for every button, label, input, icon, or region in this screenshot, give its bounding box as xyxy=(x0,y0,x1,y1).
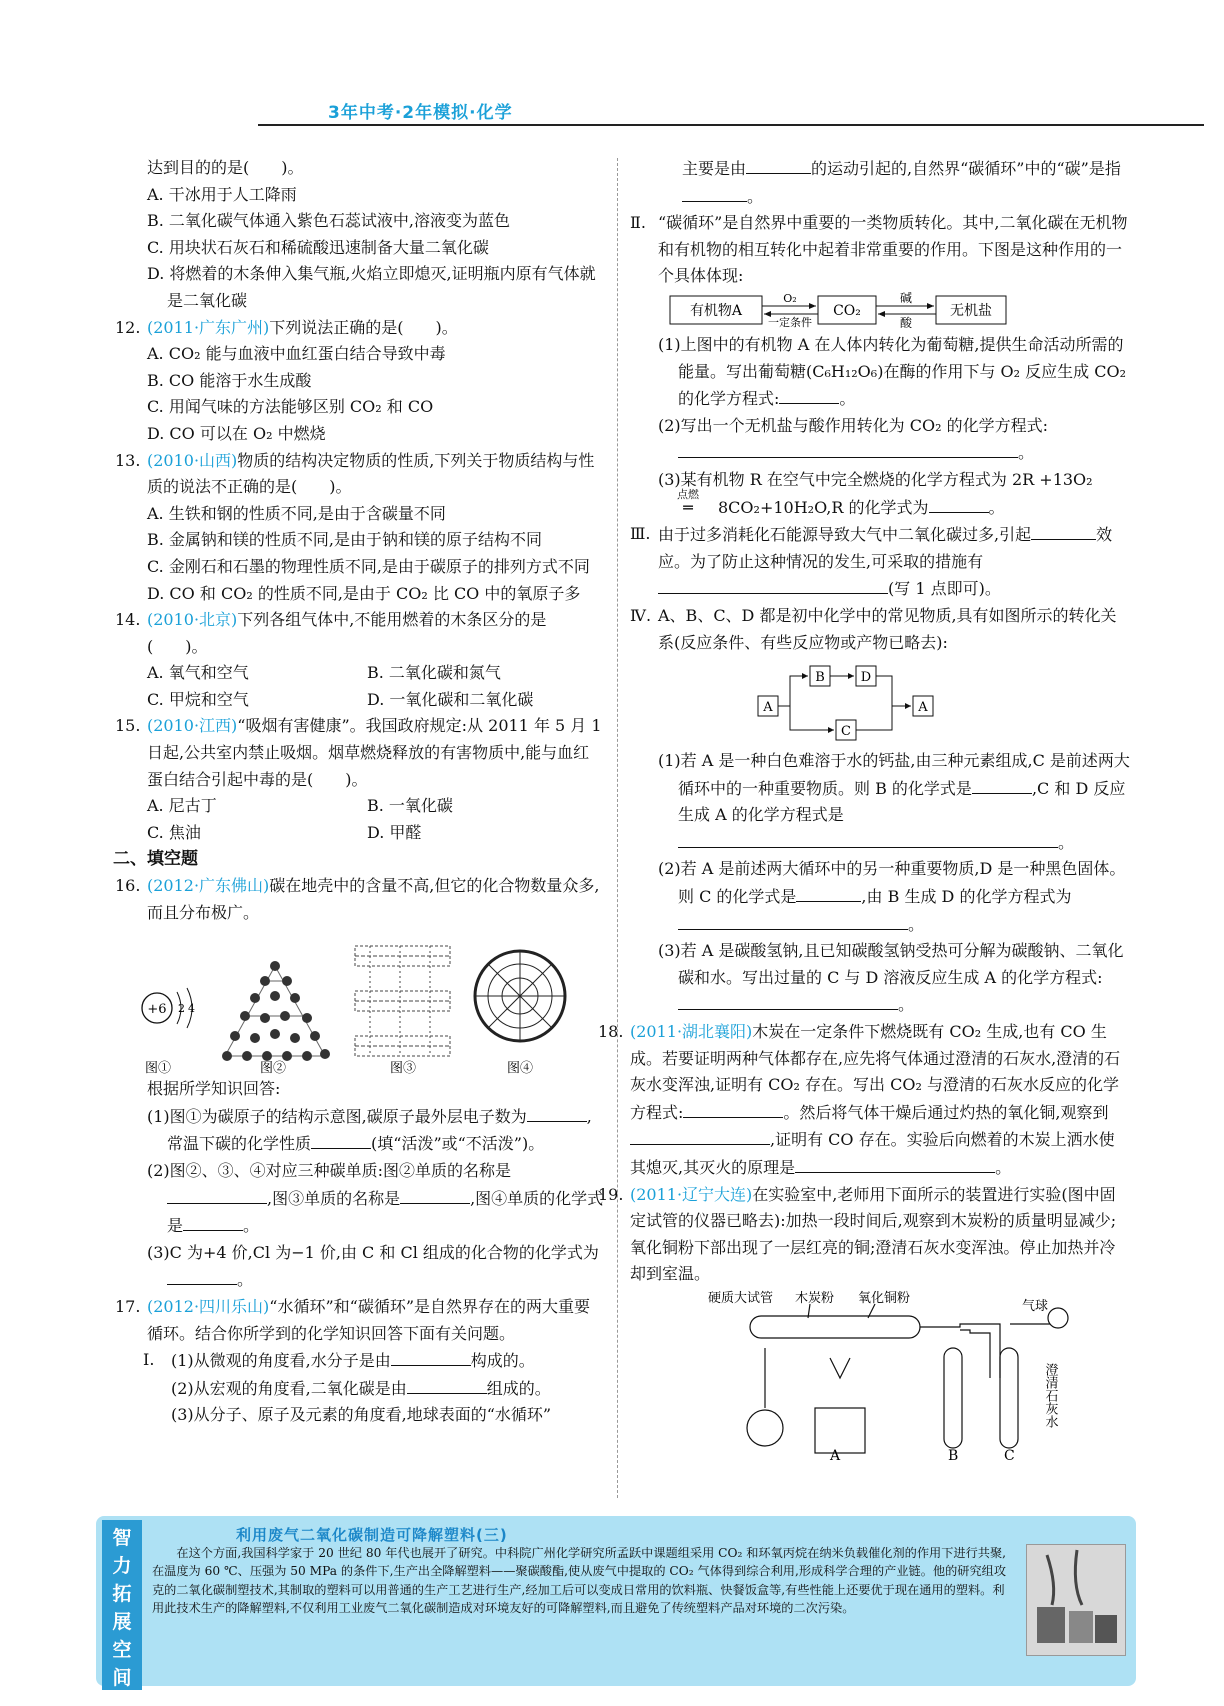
t2-end: 。 xyxy=(908,914,925,934)
t1-text-a: (1)若 A 是一种白色难溶于水的钙盐,由三种元素组成,C 是前述两大循环中的一种重要物质。则 B 的化学式是 xyxy=(658,751,1130,798)
q12-option-d: D. CO 可以在 O₂ 中燃烧 xyxy=(147,423,326,443)
apparatus-a-label: A xyxy=(830,1447,841,1463)
q17-i1-text-a: (1)从微观的角度看,水分子是由 xyxy=(171,1351,391,1371)
q14-option-a: A. 氧气和空气 xyxy=(147,663,249,683)
t3-blank[interactable] xyxy=(678,991,898,1010)
svg-text:4: 4 xyxy=(188,1002,195,1016)
q12-option-a: A. CO₂ 能与血液中血红蛋白结合导致中毒 xyxy=(147,344,446,364)
t2-blank-1[interactable] xyxy=(796,883,861,902)
tab-char-4: 展 xyxy=(112,1611,132,1633)
lab-apparatus-diagram xyxy=(630,1288,1130,1463)
part3-text-a: 由于过多消耗化石能源导致大气中二氧化碳过多,引起 xyxy=(658,525,1032,545)
label-limewater: 澄清石灰水 xyxy=(1042,1362,1058,1428)
q17-stem: “水循环”和“碳循环”是自然界存在的两大重要循环。结合你所学到的化学知识回答下面有关问题。 xyxy=(147,1296,591,1343)
enrichment-tab xyxy=(102,1520,142,1690)
q17-part3 xyxy=(630,521,1130,603)
q18-blank-2[interactable] xyxy=(630,1126,770,1145)
fig4-label: 图④ xyxy=(507,1061,534,1077)
t2-blank-2[interactable] xyxy=(678,911,908,930)
plastic-products-photo xyxy=(1026,1544,1126,1656)
fig1-label: 图① xyxy=(145,1061,172,1077)
carbon-atom-diagram xyxy=(142,988,195,1028)
q16-part2 xyxy=(115,1158,605,1240)
svg-text:2: 2 xyxy=(178,1002,185,1016)
cont-blank-1[interactable] xyxy=(746,155,811,174)
q15-number: 15. xyxy=(115,716,141,736)
q13-option-a: A. 生铁和钢的性质不同,是由于含碳量不同 xyxy=(147,503,446,523)
tab-char-6: 间 xyxy=(112,1667,132,1689)
q17-i2-text-b: 组成的。 xyxy=(486,1378,551,1398)
label-balloon: 气球 xyxy=(1022,1298,1049,1314)
question-19 xyxy=(598,1182,1130,1288)
roman-4: Ⅳ. xyxy=(630,605,652,625)
q18-source: (2011·湖北襄阳) xyxy=(630,1022,753,1042)
box-salt-label: 无机盐 xyxy=(950,302,992,319)
lime-water-vertical-label xyxy=(1043,1363,1059,1428)
node-d: D xyxy=(860,670,872,686)
q12-number: 12. xyxy=(115,317,141,337)
sub1-blank[interactable] xyxy=(779,385,839,404)
q16-part1 xyxy=(115,1103,605,1158)
q16-p2-blank-3[interactable] xyxy=(183,1212,243,1231)
arrow-label-condition: 一定条件 xyxy=(768,315,812,328)
q15-option-a: A. 尼古丁 xyxy=(147,796,217,816)
fullerene-c60-figure xyxy=(475,951,565,1041)
part4-sub1 xyxy=(630,748,1130,856)
graphite-structure-figure xyxy=(355,946,450,1056)
q13-number: 13. xyxy=(115,450,141,470)
part3-blank-2[interactable] xyxy=(658,575,888,594)
section-heading: 二、填空题 xyxy=(113,849,198,870)
sub3-text-a: (3)某有机物 R 在空气中完全燃烧的化学方程式为 2R +13O₂ xyxy=(658,469,1093,489)
q16-p3-text-b: 。 xyxy=(237,1270,254,1290)
q17-i1-blank[interactable] xyxy=(391,1347,471,1366)
q14-options-row2 xyxy=(115,687,605,714)
cont-text-c: 。 xyxy=(747,186,764,206)
arrow-label-o2: O₂ xyxy=(783,291,797,305)
q17-part4 xyxy=(630,603,1130,656)
tab-char-3: 拓 xyxy=(112,1583,132,1605)
t1-end: 。 xyxy=(1058,832,1075,852)
q13-option-c: C. 金刚石和石墨的物理性质不同,是由于碳原子的排列方式不同 xyxy=(147,556,590,576)
label-test-tube: 硬质大试管 xyxy=(708,1290,774,1306)
enrichment-panel xyxy=(96,1516,1136,1689)
question-18 xyxy=(598,1019,1130,1182)
q17-continuation xyxy=(630,155,1130,210)
q16-p2-text-c: ,图④单质的化学式是 xyxy=(167,1188,604,1236)
part2-text: “碳循环”是自然界中重要的一类物质转化。其中,二氧化碳在无机物和有机物的相互转化中起着非常重要的作用。下图是这种作用的一个具体体现: xyxy=(658,213,1128,286)
sub1-end: 。 xyxy=(839,389,856,409)
atom-nucleus-label: +6 xyxy=(147,1002,167,1018)
node-b: B xyxy=(815,670,825,686)
page-header xyxy=(258,98,1204,124)
q16-p1-blank-1[interactable] xyxy=(527,1103,587,1122)
q17-i1-text-b: 构成的。 xyxy=(470,1351,535,1371)
t1-blank-1[interactable] xyxy=(972,775,1032,794)
q14-number: 14. xyxy=(115,610,141,630)
part4-sub3 xyxy=(630,938,1130,1019)
node-a-right: A xyxy=(918,700,928,716)
enrichment-body: 在这个方面,我国科学家于 20 世纪 80 年代也展开了研究。中科院广州化学研究所孟跃中课题组采用 CO₂ 和环氧丙烷在纳米负载催化剂的作用下进行共聚,在温度为 60 ℃、压强为 50 MPa 的条件下,生产出全降解塑料——聚碳酸酯,使从废气中提取的 CO₂ 气体得到综合利用,形成科学合理的产业链。他的研究组攻克的二氧化碳制塑技术,其制取的塑料可以用普通的生产工艺进行生产,经加工后可以变成日常用的饮料瓶、快餐饭盒等,有些性能上还要优于现在通用的塑料。利用此技术生产的降解塑料,不仅利用工业废气二氧化碳制造成对环境友好的可降解塑料,而且避免了传统塑料产品对环境的二次污染。 xyxy=(152,1546,1007,1615)
q16-p2-text-b: ,图③单质的名称是 xyxy=(267,1188,401,1208)
q19-number: 19. xyxy=(598,1184,624,1204)
t2-text-a: (2)若 A 是前述两大循环中的另一种重要物质,D 是一种黑色固体。则 C 的化学式是 xyxy=(658,859,1126,907)
t3-text-a: (3)若 A 是碳酸氢钠,且已知碳酸氢钠受热可分解为碳酸钠、二氧化碳和水。写出过量的 C 与 D 溶液反应生成 A 的化学方程式: xyxy=(658,941,1124,987)
q17-part2 xyxy=(630,210,1130,290)
roman-2: Ⅱ. xyxy=(630,213,646,233)
carbon-cycle-diagram xyxy=(630,292,1130,328)
q16-p1-blank-2[interactable] xyxy=(311,1130,371,1149)
sub2-blank[interactable] xyxy=(678,439,1018,458)
sub3-blank[interactable] xyxy=(929,494,989,513)
question-16 xyxy=(115,873,605,926)
q16-number: 16. xyxy=(115,876,141,896)
abcd-conversion-diagram xyxy=(630,660,1130,744)
carbon-figures-svg xyxy=(115,926,605,1076)
q16-p1-text-a: (1)图①为碳原子的结构示意图,碳原子最外层电子数为 xyxy=(147,1106,527,1126)
fig2-label: 图② xyxy=(260,1061,287,1077)
q15-options-row1 xyxy=(115,793,605,820)
q15-option-b: B. 一氧化碳 xyxy=(367,796,453,816)
q17-part1-line3: (3)从分子、原子及元素的角度看,地球表面的“水循环” xyxy=(171,1405,552,1425)
q11-option-d: D. 将燃着的木条伸入集气瓶,火焰立即熄灭,证明瓶内原有气体就是二氧化碳 xyxy=(147,264,596,310)
q16-p1-text-b: ,常温下碳的化学性质 xyxy=(167,1106,592,1154)
roman-3: Ⅲ. xyxy=(630,524,651,544)
cont-text-b: 的运动引起的,自然界“碳循环”中的“碳”是指 xyxy=(811,159,1121,178)
cont-text-a: 主要是由 xyxy=(682,159,747,178)
q18-text-b: 。然后将气体干燥后通过灼热的氧化铜,观察到 xyxy=(783,1102,1109,1122)
t2-text-b: ,由 B 生成 D 的化学方程式为 xyxy=(861,887,1072,907)
part2-sub1 xyxy=(630,332,1130,413)
q17-number: 17. xyxy=(115,1296,141,1316)
q17-part1-line2 xyxy=(115,1375,605,1403)
sub3-text-b: 8CO₂+10H₂O,R 的化学式为 xyxy=(718,497,929,517)
question-17 xyxy=(115,1294,605,1347)
q16-p2-text-a: (2)图②、③、④对应三种碳单质:图②单质的名称是 xyxy=(147,1161,512,1180)
q11-option-b: B. 二氧化碳气体通入紫色石蕊试液中,溶液变为蓝色 xyxy=(147,211,511,231)
q19-source: (2011·辽宁大连) xyxy=(630,1184,753,1204)
q11-option-a: A. 干冰用于人工降雨 xyxy=(147,184,297,204)
q12-option-b: B. CO 能溶于水生成酸 xyxy=(147,370,312,390)
q18-blank-3[interactable] xyxy=(795,1154,995,1173)
q13-source: (2010·山西) xyxy=(147,450,238,470)
q19-stem: 在实验室中,老师用下面所示的装置进行实验(图中固定试管的仪器已略去):加热一段时间后,观察到木炭粉的质量明显减少;氧化铜粉下部出现了一层红亮的铜;澄清石灰水变浑浊。停止加热并冷却到室温。 xyxy=(630,1184,1117,1284)
part4-sub2 xyxy=(630,856,1130,938)
box-co2-label: CO₂ xyxy=(833,302,861,319)
q17-i2-text-a: (2)从宏观的角度看,二氧化碳是由 xyxy=(171,1378,407,1398)
q15-option-d: D. 甲醛 xyxy=(367,822,422,842)
question-14 xyxy=(115,607,605,660)
q16-p1-text-c: (填“活泼”或“不活泼”)。 xyxy=(371,1134,545,1154)
t3-end: 。 xyxy=(898,995,915,1015)
q18-blank-1[interactable] xyxy=(683,1099,783,1118)
part2-sub3 xyxy=(630,467,1130,521)
q16-part3 xyxy=(115,1240,605,1294)
q15-stem: “吸烟有害健康”。我国政府规定:从 2011 年 5 月 1 日起,公共室内禁止吸烟。烟草燃烧释放的有害物质中,能与血红蛋白结合引起中毒的是( )。 xyxy=(147,716,602,789)
q16-p2-text-d: 。 xyxy=(243,1216,260,1236)
reaction-arrow: 点燃 ═ xyxy=(678,495,718,522)
left-column xyxy=(115,155,605,1429)
q12-stem: 下列说法正确的是( )。 xyxy=(269,317,458,337)
reaction-condition: 点燃 xyxy=(677,487,699,501)
sub2-end: 。 xyxy=(1018,443,1035,463)
part3-text-c: (写 1 点即可)。 xyxy=(888,579,1001,599)
part3-blank-1[interactable] xyxy=(1031,521,1096,540)
q14-option-c: C. 甲烷和空气 xyxy=(147,689,249,709)
part4-text: A、B、C、D 都是初中化学中的常见物质,具有如图所示的转化关系(反应条件、有些反应物或产物已略去): xyxy=(658,605,1117,652)
q13-stem: 物质的结构决定物质的性质,下列关于物质结构与性质的说法不正确的是( )。 xyxy=(147,450,595,497)
apparatus-b-label: B xyxy=(948,1447,959,1463)
q13-option-b: B. 金属钠和镁的性质不同,是由于钠和镁的原子结构不同 xyxy=(147,530,543,550)
question-13 xyxy=(115,448,605,501)
right-column xyxy=(598,155,1130,1463)
q13-option-d: D. CO 和 CO₂ 的性质不同,是由于 CO₂ 比 CO 中的氧原子多 xyxy=(147,583,581,603)
header-title: 3年中考·2年模拟·化学 xyxy=(328,103,513,123)
box-organic-a-label: 有机物A xyxy=(689,302,743,319)
label-copper-oxide: 氧化铜粉 xyxy=(858,1290,911,1306)
q18-text-a: 木炭在一定条件下燃烧既有 CO₂ 生成,也有 CO 生成。若要证明两种气体都存在,应先将气体通过澄清的石灰水,澄清的石灰水变浑浊,证明有 CO₂ 存在。写出 CO₂ 与澄清的石灰水反应的化学方程式: xyxy=(630,1022,1121,1122)
q12-source: (2011·广东广州) xyxy=(147,317,270,337)
q18-number: 18. xyxy=(598,1022,624,1042)
t1-blank-2[interactable] xyxy=(678,829,1058,848)
part3-text-b: 效应。为了防止这种情况的发生,可采取的措施有 xyxy=(658,525,1113,571)
arrow-label-acid: 酸 xyxy=(899,315,913,328)
tab-char-5: 空 xyxy=(112,1639,132,1661)
header-rule xyxy=(258,124,1204,126)
label-charcoal: 木炭粉 xyxy=(795,1290,835,1306)
sub2-text: (2)写出一个无机盐与酸作用转化为 CO₂ 的化学方程式: xyxy=(658,415,1049,435)
q16-figures xyxy=(115,926,605,1076)
tab-char-1: 智 xyxy=(112,1527,132,1549)
sub3-end: 。 xyxy=(988,497,1005,517)
tab-char-2: 力 xyxy=(112,1555,132,1577)
q14-option-b: B. 二氧化碳和氮气 xyxy=(367,663,501,683)
enrichment-title: 利用废气二氧化碳制造可降解塑料(三) xyxy=(236,1526,508,1544)
node-a-left: A xyxy=(763,700,773,716)
q16-p3-text-a: (3)C 为+4 价,Cl 为−1 价,由 C 和 Cl 组成的化合物的化学式为 xyxy=(147,1242,599,1262)
diamond-structure-figure xyxy=(222,961,330,1061)
question-15 xyxy=(115,713,605,793)
q15-source: (2010·江西) xyxy=(147,716,238,736)
q16-p3-blank[interactable] xyxy=(167,1266,237,1285)
q12-option-c: C. 用闻气味的方法能够区别 CO₂ 和 CO xyxy=(147,397,434,417)
apparatus-c-label: C xyxy=(1004,1447,1015,1463)
question-12 xyxy=(115,315,605,342)
q14-stem: 下列各组气体中,不能用燃着的木条区分的是( )。 xyxy=(147,610,547,656)
column-divider xyxy=(617,158,618,1498)
q15-option-c: C. 焦油 xyxy=(147,822,201,842)
q17-i2-blank[interactable] xyxy=(407,1375,487,1394)
q15-options-row2 xyxy=(115,820,605,847)
q16-source: (2012·广东佛山) xyxy=(147,876,270,896)
part2-sub2 xyxy=(630,413,1130,467)
q14-options-row1 xyxy=(115,660,605,687)
q18-text-c: ,证明有 CO 存在。实验后向燃着的木炭上洒水使其熄灭,其灭火的原理是 xyxy=(630,1130,1115,1177)
q17-source: (2012·四川乐山) xyxy=(147,1296,270,1316)
q18-text-d: 。 xyxy=(995,1158,1012,1177)
sub1-text: (1)上图中的有机物 A 在人体内转化为葡萄糖,提供生命活动所需的能量。写出葡萄糖(C₆H₁₂O₆)在酶的作用下与 O₂ 反应生成 CO₂ 的化学方程式: xyxy=(658,334,1127,409)
q14-option-d: D. 一氧化碳和二氧化碳 xyxy=(367,689,534,709)
q11-option-c: C. 用块状石灰石和稀硫酸迅速制备大量二氧化碳 xyxy=(147,237,489,257)
q14-source: (2010·北京) xyxy=(147,610,238,630)
q16-p2-blank-2[interactable] xyxy=(400,1185,470,1204)
t1-text-b: ,C 和 D 反应生成 A 的化学方程式是 xyxy=(678,778,1126,825)
q11-tail: 达到目的的是( )。 xyxy=(147,158,304,177)
q17-part1-line1 xyxy=(115,1347,605,1375)
arrow-label-base: 碱 xyxy=(899,291,913,305)
cont-blank-2[interactable] xyxy=(682,183,747,202)
q16-intro: 根据所学知识回答: xyxy=(147,1079,281,1099)
q16-stem: 碳在地壳中的含量不高,但它的化合物数量众多,而且分布极广。 xyxy=(147,876,600,922)
q16-p2-blank-1[interactable] xyxy=(167,1185,267,1204)
node-c: C xyxy=(841,724,851,740)
q17-roman-1: Ⅰ. xyxy=(143,1350,155,1370)
fig3-label: 图③ xyxy=(390,1061,417,1077)
